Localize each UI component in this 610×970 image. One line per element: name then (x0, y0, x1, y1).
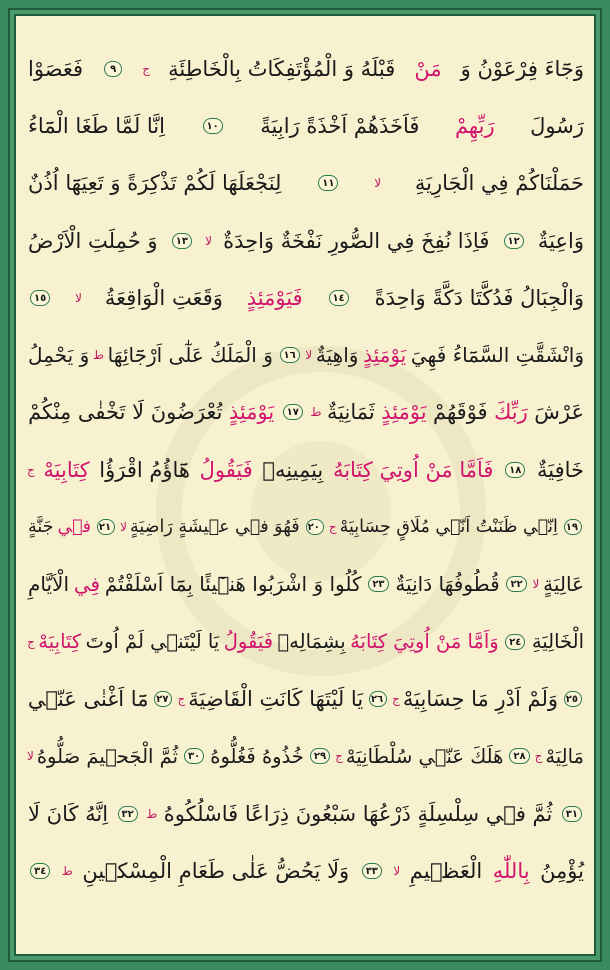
verse-number-marker: ١٢ (504, 233, 524, 249)
verse-number-marker: ٢٦ (369, 691, 387, 707)
text-line (26, 97, 586, 154)
verse-number-marker: ٢٣ (368, 576, 388, 592)
text-segment: وَ حُمِلَتِ الْاَرْضُ (28, 228, 158, 253)
text-segment: اِنّ۪ي ظَنَنْتُ اَنّ۪ي مُلَاقٍ حِسَابِيَهْ (339, 517, 558, 538)
highlighted-word: كِتَابِيَهْ (38, 630, 82, 654)
highlighted-word: فَاَمَّا مَنْ اُوتِيَ كِتَابَهُ (332, 457, 494, 482)
text-segment: مَٓا اَغْنٰى عَنّ۪ي (27, 686, 149, 711)
text-segment: اِنَّا لَمَّا طَغَا الْمَٓاءُ (28, 113, 165, 138)
text-segment: مَالِيَهْ (545, 744, 584, 768)
text-line (26, 155, 586, 212)
text-segment: عَالِيَةٍ (543, 572, 584, 597)
text-segment: قُطُوفُهَا دَانِيَةٌ (395, 572, 500, 597)
text-segment: فَاَخَذَهُمْ اَخْذَةً رَابِيَةً (260, 113, 420, 138)
text-segment: عَرْشَ (534, 400, 584, 425)
text-segment: ثَمَانِيَةٌ (326, 400, 375, 425)
verse-number-marker: ٣٠ (184, 748, 204, 764)
pause-sign: ج (177, 691, 186, 706)
text-segment: تُعْرَضُونَ لَا تَخْفٰى مِنْكُمْ (28, 400, 223, 425)
text-block (26, 40, 586, 899)
text-segment: قَبْلَهُ وَ الْمُؤْتَفِكَاتُ بِالْخَاطِئَةِ (168, 56, 396, 81)
text-segment: وَ يَحْمِلُ (28, 343, 90, 368)
verse-number-marker: ٩ (104, 61, 122, 77)
text-segment: فَهُوَ ف۪ي ع۪يشَةٍ رَاضِيَةٍ (129, 517, 300, 538)
text-line (26, 728, 586, 785)
verse-number-marker: ٢٨ (509, 748, 529, 764)
verse-number-marker: ١٥ (30, 290, 50, 306)
pause-sign: ط (92, 348, 104, 363)
pause-sign: ط (146, 806, 158, 821)
text-segment: فَعَصَوْا (28, 56, 84, 81)
highlighted-word: ف۪ي (57, 517, 91, 538)
pause-sign: ج (534, 749, 543, 764)
text-line (26, 498, 586, 555)
pause-sign: لا (205, 233, 212, 248)
text-line (26, 212, 586, 269)
verse-number-marker: ١١ (318, 175, 338, 191)
pause-sign: ج (335, 749, 343, 764)
pause-sign: ج (142, 61, 151, 76)
verse-number-marker: ١٩ (564, 519, 582, 535)
pause-sign: ط (61, 863, 73, 878)
text-line (26, 556, 586, 613)
highlighted-word: يَوْمَئِذٍ (228, 400, 275, 425)
text-segment: هَلَكَ عَنّ۪ي سُلْطَانِيَهْ (345, 744, 504, 768)
verse-number-marker: ١٧ (283, 404, 303, 420)
text-segment: وَلَا يَحُضُّ عَلٰى طَعَامِ الْمِسْك۪ينِ (82, 858, 350, 883)
verse-number-marker: ٢٤ (505, 634, 525, 650)
text-segment: كُلُوا وَ اشْرَبُوا هَن۪ٓيئًا بِمَٓا اَسْلَفْتُمْ (104, 572, 362, 597)
text-line (26, 326, 586, 383)
pause-sign: لا (75, 290, 83, 305)
text-segment: ثُمَّ الْجَح۪يمَ صَلُّوهُ (36, 744, 179, 768)
highlighted-word: رَبِّكَ (494, 400, 528, 425)
highlighted-word: فَيَقُولُ (199, 457, 253, 482)
text-line (26, 40, 586, 97)
pause-sign: لا (374, 176, 382, 191)
text-line (26, 842, 586, 899)
verse-number-marker: ٢١ (97, 519, 115, 535)
verse-number-marker: ١٨ (505, 462, 525, 478)
text-segment: وَانْشَقَّتِ السَّمَٓاءُ فَهِيَ (410, 343, 584, 368)
text-segment: جَنَّةٍ (28, 517, 54, 538)
text-segment: وَقَعَتِ الْوَاقِعَةُ (104, 285, 223, 310)
pause-sign: لا (532, 577, 540, 592)
verse-number-marker: ٣٢ (118, 806, 138, 822)
text-segment: خَافِيَةٌ (536, 457, 584, 482)
text-segment: هَٓاؤُمُ اقْرَؤُا (99, 457, 190, 482)
text-segment: الْخَالِيَةِ (531, 630, 584, 654)
verse-number-marker: ٣٤ (30, 863, 50, 879)
verse-number-marker: ١٤ (329, 290, 349, 306)
verse-number-marker: ٢٧ (154, 691, 172, 707)
text-segment: الْاَيَّامِ (28, 572, 70, 597)
text-line (26, 613, 586, 670)
pause-sign: ج (27, 634, 35, 649)
highlighted-word: بِاللّٰهِ (492, 858, 530, 883)
highlighted-word: رَبِّهِمْ (454, 113, 495, 138)
text-line (26, 269, 586, 326)
text-segment: وَاعِيَةٌ (537, 228, 584, 253)
text-segment: رَسُولَ (530, 113, 584, 138)
verse-number-marker: ١٦ (280, 347, 300, 363)
pause-sign: لا (120, 520, 127, 535)
text-segment: الْعَظ۪يمِ (409, 858, 483, 883)
text-segment: يَا لَيْتَن۪ي لَمْ اُوتَ (85, 630, 220, 654)
highlighted-word: فَيَقُولُ (223, 630, 274, 654)
highlighted-word: فَيَوْمَئِذٍ (246, 285, 303, 310)
verse-number-marker: ٢٩ (310, 748, 330, 764)
verse-number-marker: ٢٥ (564, 691, 582, 707)
text-segment: حَمَلْنَاكُمْ فِي الْجَارِيَةِ (414, 171, 584, 196)
highlighted-word: كِتَابِيَهْ (43, 457, 90, 482)
pause-sign: لا (305, 348, 313, 363)
text-segment: ثُمَّ ف۪ي سِلْسِلَةٍ ذَرْعُهَا سَبْعُونَ ذِرَاعًا فَاسْلُكُوهُ (163, 801, 553, 826)
pause-sign: ج (27, 462, 35, 477)
text-segment: اِنَّهُ كَانَ لَا (28, 801, 109, 826)
text-line (26, 441, 586, 498)
verse-number-marker: ٣٣ (362, 863, 382, 879)
text-segment: وَ الْمَلَكُ عَلٰٓى اَرْجَٓائِهَا (107, 343, 273, 368)
pause-sign: ج (328, 520, 337, 535)
highlighted-word: يَوْمَئِذٍ (381, 400, 427, 425)
verse-number-marker: ٢٠ (306, 519, 324, 535)
text-segment: خُذُوهُ فَغُلُّوهُ (210, 744, 304, 768)
pause-sign: ط (310, 405, 322, 420)
verse-number-marker: ١٠ (203, 118, 223, 134)
text-line (26, 785, 586, 842)
text-segment: وَلَمْ اَدْرِ مَا حِسَابِيَهْ (402, 686, 558, 711)
text-segment: فَاِذَا نُفِخَ فِي الصُّورِ نَفْخَةٌ وَاحِدَةٌ (223, 228, 490, 253)
text-segment: يُؤْمِنُ (540, 858, 584, 883)
text-segment: وَالْجِبَالُ فَدُكَّتَا دَكَّةً وَاحِدَةً (374, 285, 584, 310)
text-line (26, 670, 586, 727)
text-segment: فَوْقَهُمْ (433, 400, 488, 425)
text-segment: وَاهِيَةٌ (315, 343, 359, 368)
text-segment: يَا لَيْتَهَا كَانَتِ الْقَاضِيَةَ (188, 686, 364, 711)
highlighted-word: فِي (73, 572, 101, 597)
text-segment: بِيَمِينِه۪ (262, 457, 324, 482)
highlighted-word: يَوْمَئِذٍ (363, 343, 407, 368)
text-segment: وَجَٓاءَ فِرْعَوْنُ وَ (460, 56, 584, 81)
pause-sign: لا (393, 863, 401, 878)
verse-number-marker: ١٣ (172, 233, 192, 249)
pause-sign: لا (27, 749, 34, 764)
highlighted-word: وَاَمَّا مَنْ اُوتِيَ كِتَابَهُ (350, 630, 499, 654)
highlighted-word: مَنْ (414, 56, 442, 81)
text-segment: لِنَجْعَلَهَا لَكُمْ تَذْكِرَةً وَ تَعِيَهَٓا اُذُنٌ (28, 171, 282, 196)
text-segment: بِشِمَالِه۪ (277, 630, 346, 654)
text-line (26, 384, 586, 441)
verse-number-marker: ٣١ (562, 806, 582, 822)
pause-sign: ج (392, 691, 400, 706)
verse-number-marker: ٢٢ (506, 576, 526, 592)
